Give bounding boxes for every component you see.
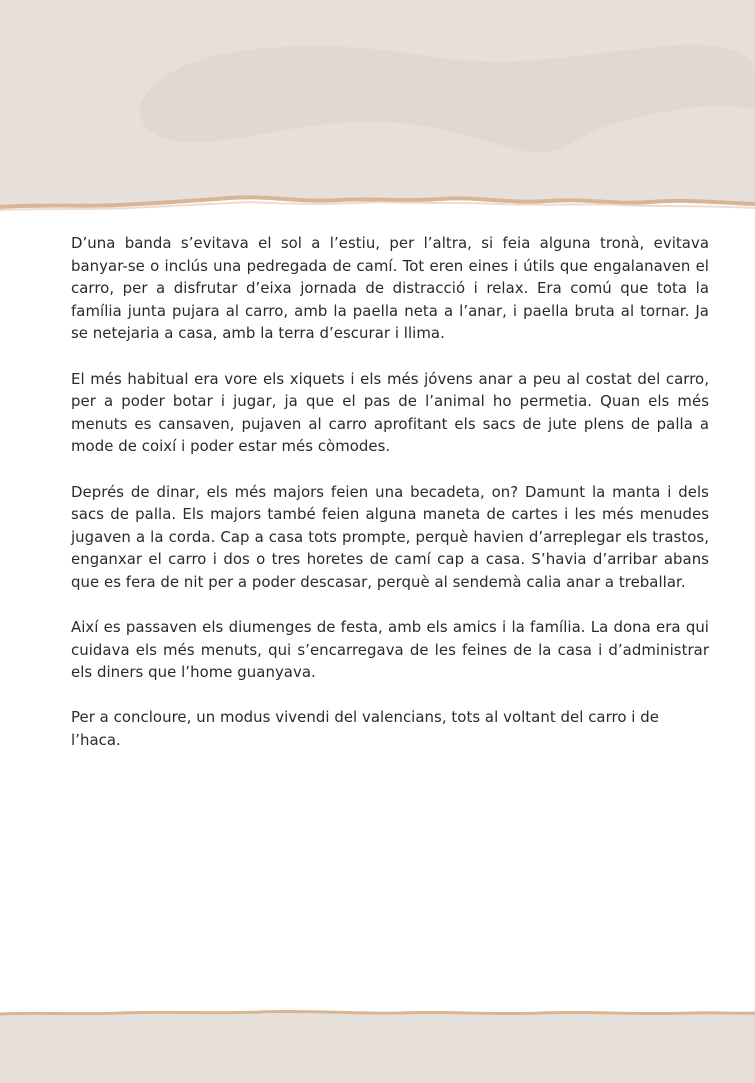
footer-torn-paper-band bbox=[0, 1005, 755, 1083]
footer-band-fill bbox=[0, 1011, 755, 1083]
paragraph-4: Així es passaven els diumenges de festa, amb els amics i la família. La dona era qui cuidava els més menuts, qui s’encarregava de les feines de la casa i d’administrar els diners que l’home guanyava. bbox=[71, 618, 709, 682]
paragraph-1: D’una banda s’evitava el sol a l’estiu, per l’altra, si feia alguna tronà, evitava banyar-se o inclús una pedregada de camí. Tot eren eines i útils que engalanaven el carro, per a disfrutar d’eixa jornada de distracció i relax. Era comú que tota la família junta pujara al carro, amb la paella neta a l’anar, i paella bruta al tornar. Ja se netejaria a casa, amb la terra d’escurar i llima. bbox=[71, 234, 709, 343]
paragraph-5: Per a concloure, un modus vivendi del valencians, tots al voltant del carro i de l’haca. bbox=[71, 708, 659, 750]
footer-torn-edge bbox=[0, 1011, 755, 1014]
paragraph-2: El més habitual era vore els xiquets i els més jóvens anar a peu al costat del carro, per a poder botar i jugar, ja que el pas de l’animal ho permetia. Quan els més menuts es cansaven, pujaven al carro aprofitant els sacs de jute plens de palla a mode de coixí i poder estar més còmodes. bbox=[71, 369, 709, 456]
header-torn-paper-band bbox=[0, 0, 755, 215]
body-text bbox=[71, 232, 709, 752]
paragraph-3: Deprés de dinar, els més majors feien una becadeta, on? Damunt la manta i dels sacs de palla. Els majors també feien alguna maneta de cartes i les més menudes jugaven a la corda. Cap a casa tots prompte, perquè havien d’arreplegar els trastos, enganxar el carro i dos o tres horetes de camí cap a casa. S’havia d’arribar abans que es fera de nit per a poder descasar, perquè al sendemà calia anar a treballar. bbox=[71, 482, 709, 591]
